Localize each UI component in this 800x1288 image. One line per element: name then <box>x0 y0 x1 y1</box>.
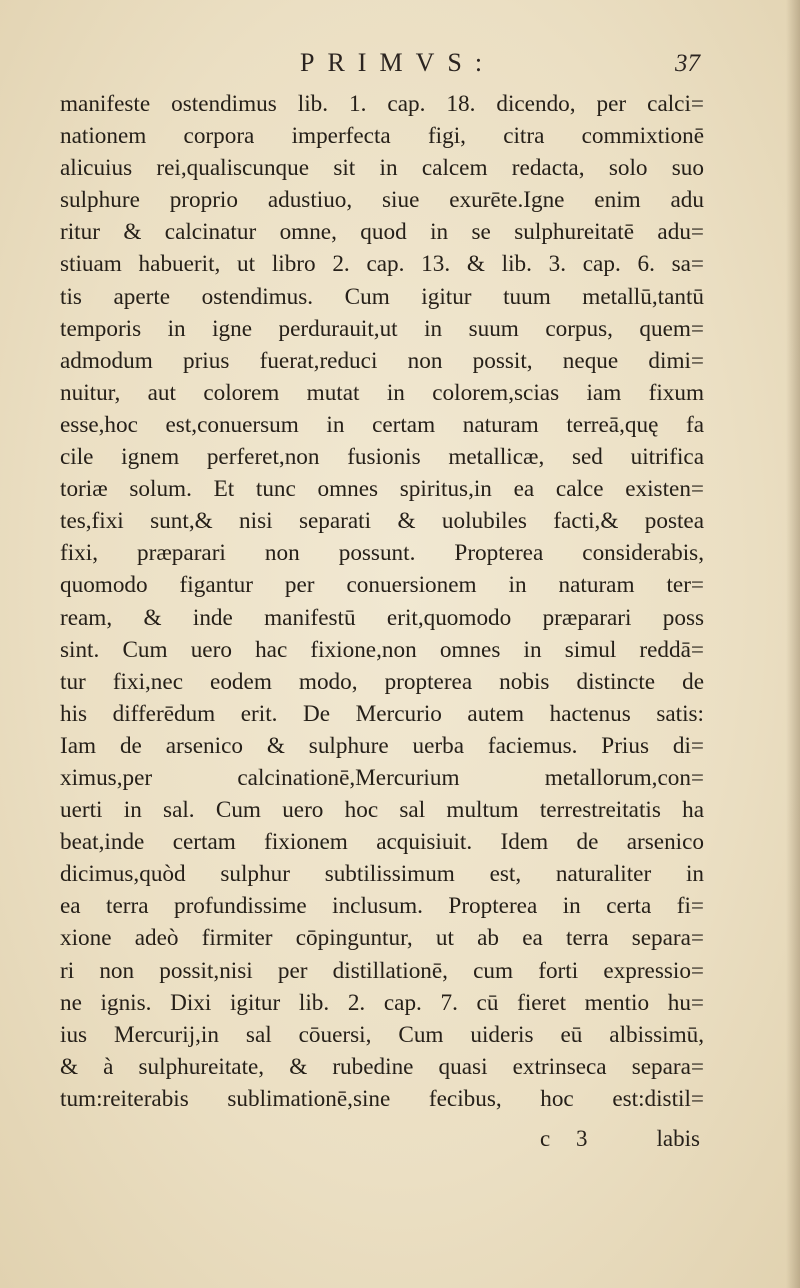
catchword: labis <box>656 1126 700 1151</box>
text-line: esse,hoc est,conuersum in certam naturam terreā,quę fa <box>60 411 704 438</box>
text-line: tis aperte ostendimus. Cum igitur tuum metallū,tantū <box>60 283 704 310</box>
text-line: alicuius rei,qualiscunque sit in calcem redacta, solo suo <box>60 155 704 182</box>
text-line: ritur & calcinatur omne, quod in se sulphureitatē adu= <box>60 219 704 246</box>
text-line: tum:reiterabis sublimationē,sine fecibus, hoc est:distil= <box>60 1085 704 1112</box>
text-line: ri non possit,nisi per distillationē, cum forti expressio= <box>60 957 704 984</box>
body-text <box>60 88 704 1115</box>
text-line: uerti in sal. Cum uero hoc sal multum terrestreitatis ha <box>60 797 704 824</box>
text-line: ximus,per calcinationē,Mercurium metallorum,con= <box>60 764 704 791</box>
text-line: fixi, præparari non possunt. Propterea considerabis, <box>60 540 704 567</box>
text-line: nationem corpora imperfecta figi, citra commixtionē <box>60 123 704 150</box>
text-line: ne ignis. Dixi igitur lib. 2. cap. 7. cū fieret mentio hu= <box>60 989 704 1016</box>
text-line: toriæ solum. Et tunc omnes spiritus,in ea calce existen= <box>60 476 704 503</box>
text-line: ream, & inde manifestū erit,quomodo præparari poss <box>60 604 704 631</box>
text-line: tur fixi,nec eodem modo, propterea nobis distincte de <box>60 668 704 695</box>
text-line: manifeste ostendimus lib. 1. cap. 18. dicendo, per calci= <box>60 91 704 117</box>
text-line: ius Mercurij,in sal cōuersi, Cum uideris eū albissimū, <box>60 1021 704 1048</box>
page-number: 37 <box>675 50 700 77</box>
text-line: his differēdum erit. De Mercurio autem hactenus satis: <box>60 700 704 727</box>
text-line: temporis in igne perdurauit,ut in suum corpus, quem= <box>60 315 704 342</box>
page-footer <box>60 1126 704 1160</box>
text-line: dicimus,quòd sulphur subtilissimum est, naturaliter in <box>60 861 704 888</box>
text-line: Iam de arsenico & sulphure uerba faciemus. Prius di= <box>60 732 704 759</box>
running-title: PRIMVS: <box>300 48 496 77</box>
text-line: sint. Cum uero hac fixione,non omnes in simul reddā= <box>60 636 704 663</box>
text-line: & à sulphureitate, & rubedine quasi extrinseca separa= <box>60 1053 704 1080</box>
text-line: admodum prius fuerat,reduci non possit, neque dimi= <box>60 347 704 374</box>
text-line: beat,inde certam fixionem acquisiuit. Idem de arsenico <box>60 829 704 856</box>
text-line: tes,fixi sunt,& nisi separati & uolubiles facti,& postea <box>60 508 704 535</box>
text-line: sulphure proprio adustiuo, siue exurēte.Igne enim adu <box>60 187 704 214</box>
running-head <box>60 48 700 88</box>
text-line: cile ignem perferet,non fusionis metallicæ, sed uitrifica <box>60 444 704 471</box>
text-line: xione adeò firmiter cōpinguntur, ut ab ea terra separa= <box>60 925 704 952</box>
text-line: stiuam habuerit, ut libro 2. cap. 13. & lib. 3. cap. 6. sa= <box>60 251 704 278</box>
text-line: nuitur, aut colorem mutat in colorem,scias iam fixum <box>60 379 704 406</box>
text-line: ea terra profundissime inclusum. Propterea in certa fi= <box>60 893 704 920</box>
signature-mark: c 3 <box>540 1126 598 1151</box>
text-line: quomodo figantur per conuersionem in naturam ter= <box>60 572 704 599</box>
